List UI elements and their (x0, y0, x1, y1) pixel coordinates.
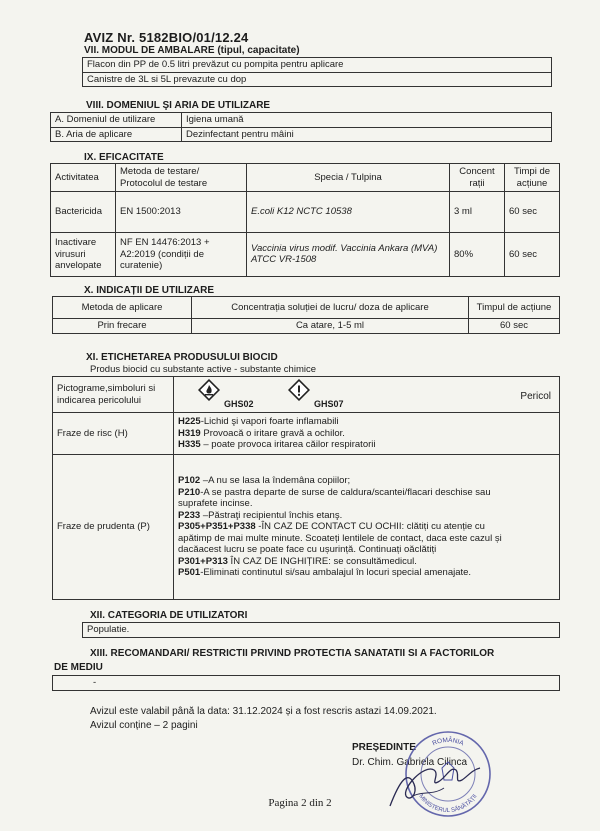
efficacy-activity-2: Inactivare virusuri anvelopate (51, 232, 116, 276)
efficacy-time-2: 60 sec (505, 232, 560, 276)
domain-value: Igiena umană (182, 113, 552, 128)
efficacy-species-2: Vaccinia virus modif. Vaccinia Ankara (MVA) ATCC VR-1508 (247, 232, 450, 276)
section-xiii-title: XIII. RECOMANDARI/ RESTRICTII PRIVIND PROTECTIA SANATATII SI A FACTORILOR (90, 648, 495, 659)
efficacy-header-method: Metoda de testare/ Protocolul de testare (116, 164, 247, 192)
packaging-line-1: Flacon din PP de 0.5 litri prevăzut cu pompita pentru aplicare (83, 58, 552, 73)
packaging-line-2: Canistre de 3L si 5L prevazute cu dop (83, 72, 552, 87)
usage-header-concentration: Concentrația soluției de lucru/ doza de aplicare (192, 297, 469, 319)
efficacy-header-species: Specia / Tulpina (247, 164, 450, 192)
efficacy-method-1: EN 1500:2013 (116, 192, 247, 232)
efficacy-method-2: NF EN 14476:2013 + A2:2019 (condiții de curatenie) (116, 232, 247, 276)
risk-phrase: H319 Provoacă o iritare gravă a ochilor. (178, 427, 345, 439)
recommendations-table (52, 675, 560, 691)
president-name: Dr. Chim. Gabriela Cilinca (352, 757, 468, 768)
users-value: Populatie. (83, 623, 560, 638)
section-ix-title: IX. EFICACITATE (84, 152, 164, 163)
document-title: AVIZ Nr. 5182BIO/01/12.24 (84, 30, 249, 45)
area-label: B. Aria de aplicare (51, 127, 182, 142)
efficacy-header-concentration: Concent rații (450, 164, 505, 192)
table-row (51, 232, 560, 276)
users-table (82, 622, 560, 638)
risk-phrase: H335 – poate provoca iritarea căilor respiratorii (178, 439, 376, 451)
efficacy-time-1: 60 sec (505, 192, 560, 232)
recommendations-value: - (53, 676, 560, 691)
section-viii-title: VIII. DOMENIUL ŞI ARIA DE UTILIZARE (86, 100, 271, 111)
efficacy-concentration-1: 3 ml (450, 192, 505, 232)
usage-concentration: Ca atare, 1-5 ml (192, 319, 469, 334)
table-row (51, 192, 560, 232)
section-xiii-title-cont: DE MEDIU (54, 662, 103, 673)
president-title: PREȘEDINTE (352, 742, 416, 753)
section-xi-title: XI. ETICHETAREA PRODUSULUI BIOCID (86, 352, 278, 363)
precaution-phrase: P501-Eliminati continutul si/sau ambalajul în locuri special amenajate. (178, 567, 472, 579)
domain-label: A. Domeniul de utilizare (51, 113, 182, 128)
packaging-table (82, 57, 552, 87)
hazard-signal-word: Pericol (520, 391, 551, 402)
area-value: Dezinfectant pentru mâini (182, 127, 552, 142)
precaution-phrase: P301+P313 ÎN CAZ DE INGHIȚIRE: se consultămedicul. (178, 555, 417, 567)
svg-text:MINISTERUL SĂNĂTĂȚII: MINISTERUL SĂNĂTĂȚII (417, 793, 479, 815)
ghs02-label: GHS02 (224, 399, 254, 409)
labeling-table (52, 376, 560, 600)
precaution-phrase: P102 –A nu se lasa la îndemâna copiilor; (178, 475, 351, 487)
efficacy-table (50, 163, 560, 277)
usage-time: 60 sec (469, 319, 560, 334)
efficacy-header-activity: Activitatea (51, 164, 116, 192)
risk-phrase: H225-Lichid şi vapori foarte inflamabili (178, 416, 339, 428)
precaution-phrase: P233 –Păstraţi recipientul închis etanş. (178, 509, 343, 521)
efficacy-species-1: E.coli K12 NCTC 10538 (247, 192, 450, 232)
usage-header-time: Timpul de acțiune (469, 297, 560, 319)
efficacy-concentration-2: 80% (450, 232, 505, 276)
usage-table (52, 296, 560, 334)
section-vii-title: VII. MODUL DE AMBALARE (tipul, capacitate) (84, 45, 300, 56)
svg-text:ROMÂNIA: ROMÂNIA (431, 736, 465, 748)
precaution-phrase: P305+P351+P338 -ÎN CAZ DE CONTACT CU OCHII: clătiți cu atenție cu apătimp de mai multe minute. Scoateți lentilele de contact, daca este cazul și dacăacest lucru se poate face cu ușurință. Continuați oăclătiți (178, 521, 502, 556)
pictogram-label: Pictograme,simboluri si indicarea pericolului (53, 377, 174, 413)
section-x-title: X. INDICAȚII DE UTILIZARE (84, 285, 214, 296)
domain-table (50, 112, 552, 142)
precaution-phrase: P210-A se pastra departe de surse de caldura/scantei/flacari deschise sau suprafete incinse. (178, 486, 491, 510)
page-count-text: Avizul conține – 2 pagini (90, 720, 198, 731)
section-xi-subtitle: Produs biocid cu substante active - substante chimice (90, 364, 317, 375)
flame-icon (198, 379, 220, 405)
table-row (53, 319, 560, 334)
validity-text: Avizul este valabil până la data: 31.12.2024 și a fost rescris astazi 14.09.2021. (90, 706, 437, 717)
pictogram-cell (174, 377, 560, 413)
precaution-phrases-label: Fraze de prudenta (P) (53, 455, 174, 600)
precaution-phrases-cell (174, 455, 560, 600)
usage-header-method: Metoda de aplicare (53, 297, 192, 319)
usage-method: Prin frecare (53, 319, 192, 334)
efficacy-activity-1: Bactericida (51, 192, 116, 232)
risk-phrases-cell (174, 413, 560, 455)
risk-phrases-label: Fraze de risc (H) (53, 413, 174, 455)
section-xii-title: XII. CATEGORIA DE UTILIZATORI (90, 610, 248, 621)
exclamation-icon (288, 379, 310, 405)
ghs07-label: GHS07 (314, 399, 344, 409)
efficacy-header-time: Timpi de acțiune (505, 164, 560, 192)
page-number: Pagina 2 din 2 (268, 797, 332, 809)
